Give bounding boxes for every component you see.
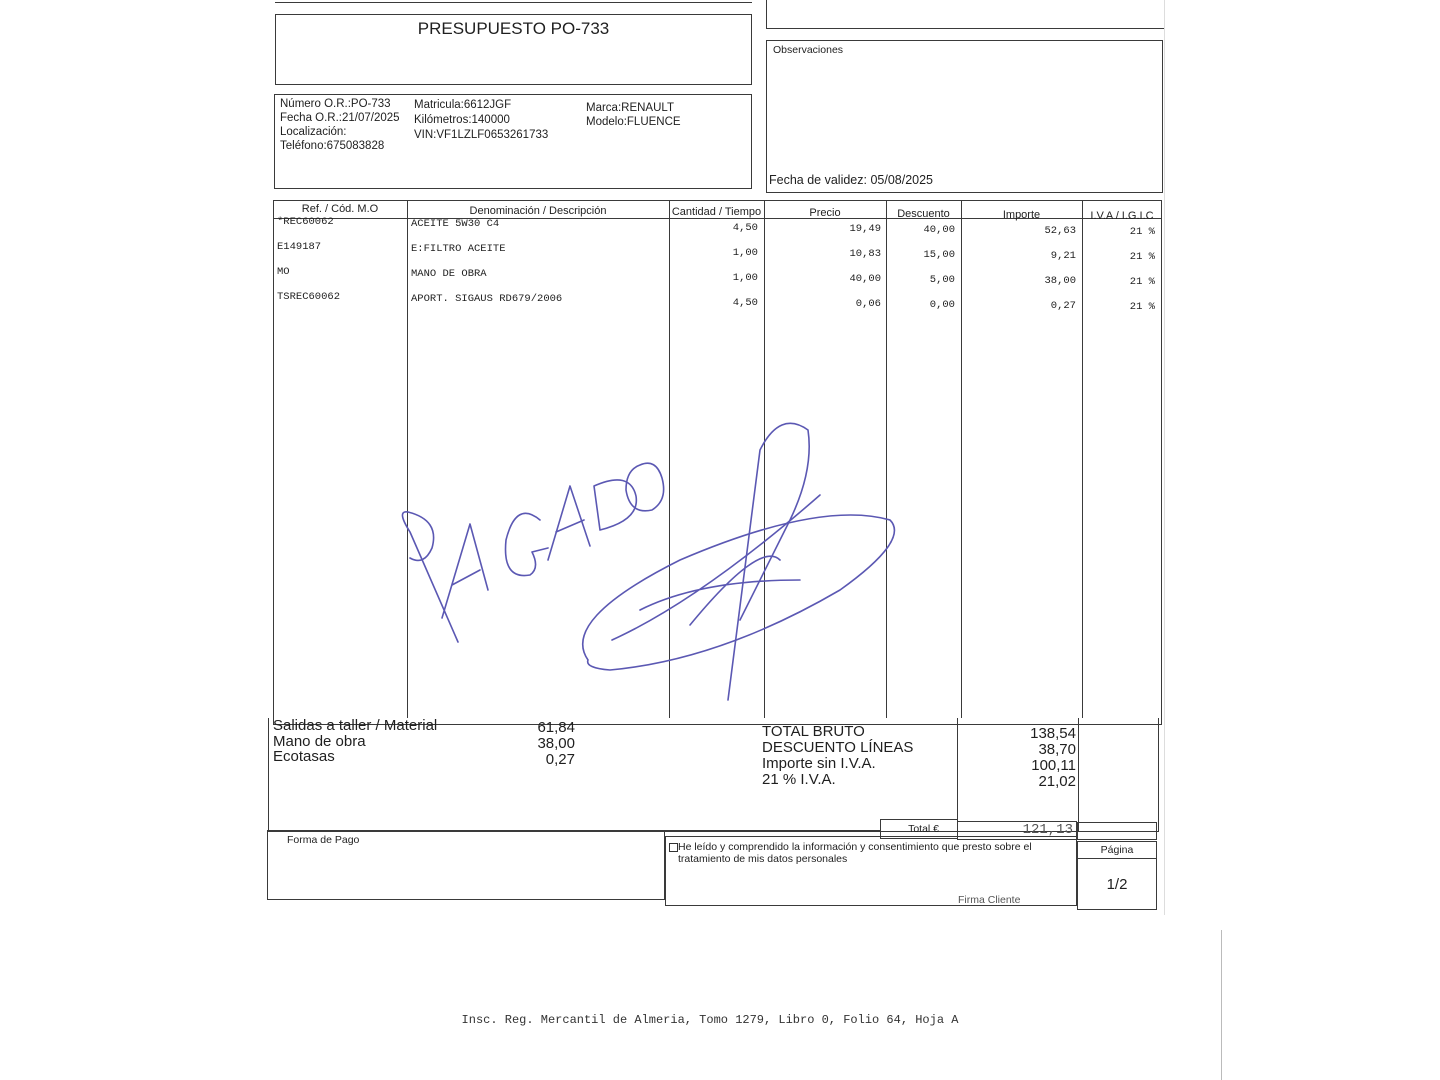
row-vat: 21 %	[1129, 276, 1155, 288]
row-ref: TSREC60062	[277, 291, 341, 303]
registry-text: Insc. Reg. Mercantil de Almeria, Tomo 1279, Libro 0, Folio 64, Hoja A	[461, 1013, 959, 1027]
pagina-value: 1/2	[1106, 876, 1128, 893]
row-description: E:FILTRO ACEITE	[411, 243, 506, 255]
summary-ecotasas-label: Ecotasas	[273, 748, 335, 765]
row-amount: 38,00	[1044, 275, 1076, 287]
total-label: Total €	[908, 823, 939, 835]
marca: Marca:RENAULT	[586, 102, 674, 114]
row-amount: 52,63	[1044, 225, 1076, 237]
row-quantity: 4,50	[732, 297, 758, 309]
modelo: Modelo:FLUENCE	[586, 116, 681, 128]
summary-labor-label: Mano de obra	[273, 733, 366, 750]
total-bruto-value: 138,54	[1030, 725, 1076, 742]
fecha-validez: Fecha de validez: 05/08/2025	[769, 173, 934, 187]
col-header-price: Precio	[809, 207, 841, 219]
col-header-discount: Descuento	[897, 208, 950, 220]
kilometros: Kilómetros:140000	[414, 114, 510, 126]
firma-cliente-label: Firma Cliente	[958, 894, 1021, 906]
row-description: MANO DE OBRA	[411, 268, 487, 280]
row-discount: 40,00	[923, 224, 955, 236]
row-vat: 21 %	[1129, 251, 1155, 263]
signature-vertical-stroke	[728, 423, 809, 700]
handwritten-a-stroke	[442, 524, 488, 618]
row-description: ACEITE 5W30 C4	[411, 218, 500, 230]
col-header-quantity: Cantidad / Tiempo	[671, 206, 762, 218]
row-vat: 21 %	[1129, 301, 1155, 313]
handwritten-g-stroke	[506, 513, 549, 575]
pagina-label: Página	[1100, 844, 1134, 856]
forma-pago-label: Forma de Pago	[287, 834, 360, 846]
observaciones-label: Observaciones	[773, 44, 844, 56]
row-price: 19,49	[849, 223, 881, 235]
telefono: Teléfono:675083828	[280, 140, 385, 152]
numero-or: Número O.R.:PO-733	[280, 98, 391, 110]
document-title: PRESUPUESTO PO-733	[417, 19, 610, 38]
handwritten-d-stroke	[594, 480, 636, 530]
consent-text-line2: tratamiento de mis datos personales	[678, 853, 848, 865]
fecha-or: Fecha O.R.:21/07/2025	[280, 112, 400, 124]
row-ref: MO	[277, 266, 290, 278]
row-amount: 9,21	[1050, 250, 1076, 262]
signature-ellipse-stroke	[583, 515, 895, 670]
row-quantity: 1,00	[732, 247, 758, 259]
descuento-lineas-value: 38,70	[1038, 741, 1076, 758]
row-discount: 5,00	[929, 274, 955, 286]
summary-material-label: Salidas a taller / Material	[273, 717, 438, 734]
row-discount: 15,00	[923, 249, 955, 261]
summary-ecotasas-value: 0,27	[545, 751, 575, 768]
consent-text-line1: He leído y comprendido la información y consentimiento que presto sobre el	[678, 841, 1032, 853]
localizacion: Localización:	[280, 126, 347, 138]
row-quantity: 1,00	[732, 272, 758, 284]
col-header-description: Denominación / Descripción	[469, 205, 607, 217]
row-amount: 0,27	[1050, 300, 1076, 312]
col-header-amount: Importe	[1002, 209, 1041, 221]
total-value: 121,13	[1022, 822, 1073, 838]
handwritten-p-stroke	[402, 512, 458, 642]
row-price: 10,83	[849, 248, 881, 260]
handwritten-a2-stroke	[548, 486, 590, 560]
row-vat: 21 %	[1129, 226, 1155, 238]
vin: VIN:VF1LZLF0653261733	[414, 129, 549, 141]
col-header-vat: I.V.A / I.G.I.C	[1090, 210, 1154, 222]
col-header-ref: Ref. / Cód. M.O	[301, 203, 379, 215]
summary-labor-value: 38,00	[537, 735, 575, 752]
row-quantity: 4,50	[732, 222, 758, 234]
importe-sin-iva-label: Importe sin I.V.A.	[762, 755, 876, 772]
row-ref: *REC60062	[277, 216, 334, 228]
iva-value: 21,02	[1038, 773, 1076, 790]
row-price: 0,06	[855, 298, 881, 310]
matricula: Matricula:6612JGF	[414, 99, 512, 111]
row-description: APORT. SIGAUS RD679/2006	[411, 293, 563, 305]
importe-sin-iva-value: 100,11	[1031, 757, 1076, 774]
descuento-lineas-label: DESCUENTO LÍNEAS	[762, 739, 914, 756]
row-discount: 0,00	[929, 299, 955, 311]
row-ref: E149187	[277, 241, 322, 253]
summary-material-value: 61,84	[537, 719, 575, 736]
row-price: 40,00	[849, 273, 881, 285]
signature-inner-stroke	[612, 495, 820, 640]
iva-label: 21 % I.V.A.	[762, 771, 836, 788]
total-bruto-label: TOTAL BRUTO	[762, 723, 865, 740]
